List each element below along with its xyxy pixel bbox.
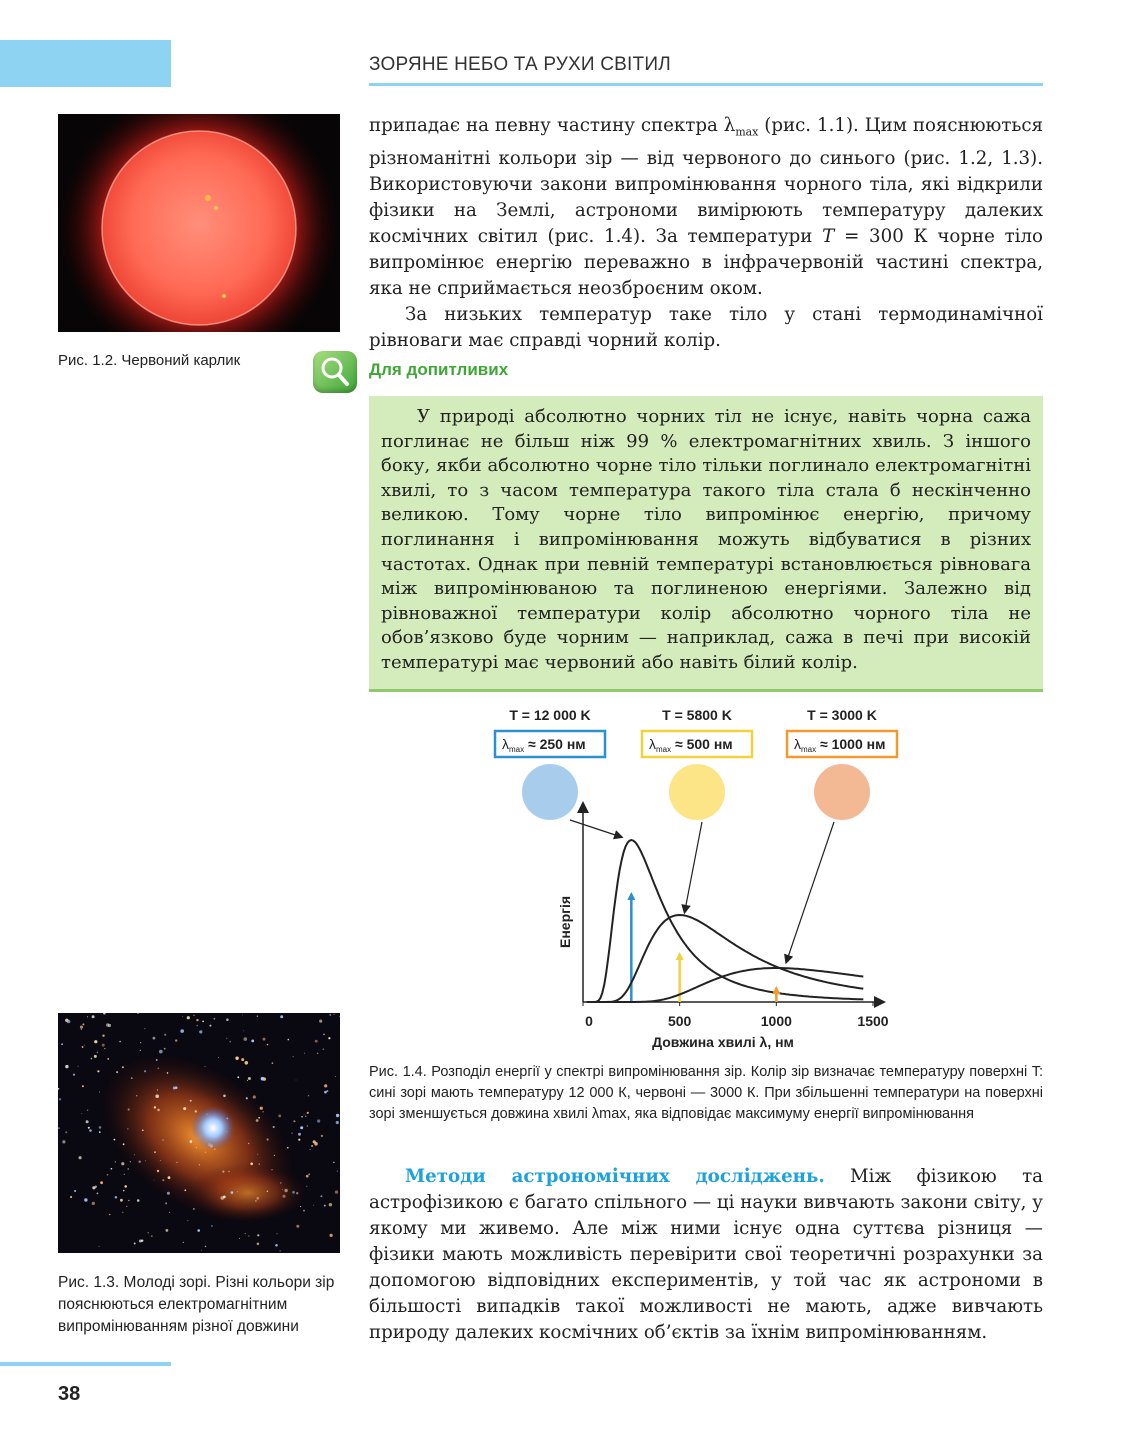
star-dot xyxy=(108,1024,111,1027)
header-color-block xyxy=(0,40,171,87)
star-dot xyxy=(259,1163,260,1164)
planck-curve xyxy=(587,915,863,1002)
peak-marker-head xyxy=(627,892,635,900)
star-dot xyxy=(300,1126,303,1129)
footer-rule xyxy=(0,1362,171,1366)
star-dot xyxy=(80,1026,83,1029)
star-dot xyxy=(151,1235,153,1237)
star-dot xyxy=(139,1161,141,1163)
star-dot xyxy=(230,1041,232,1043)
star-dot xyxy=(74,1190,76,1192)
star-dot xyxy=(140,1050,141,1051)
star-dot xyxy=(247,1080,248,1081)
star-dot xyxy=(167,1072,169,1074)
star-dot xyxy=(307,1125,308,1126)
pointer-arrow xyxy=(570,820,621,837)
star-dot xyxy=(324,1205,326,1207)
star-dot xyxy=(123,1143,125,1145)
star-dot xyxy=(288,1039,290,1041)
star-dot xyxy=(156,1059,158,1061)
star-dot xyxy=(183,1242,184,1243)
star-dot xyxy=(97,1070,99,1072)
star-dot xyxy=(199,1030,202,1033)
star-dot xyxy=(109,1214,111,1216)
blackbody-chart xyxy=(480,700,910,1060)
star-dot xyxy=(293,1056,294,1057)
star-dot xyxy=(169,1212,170,1213)
lambda-max-label: $\lambda_{max} \approx 1000$ нм xyxy=(794,736,886,754)
star-dot xyxy=(298,1139,300,1141)
star-dot xyxy=(162,1179,164,1181)
star-dot xyxy=(148,1232,149,1233)
x-tick-label: 0 xyxy=(585,1013,593,1029)
star-dot xyxy=(205,1246,207,1248)
star-dot xyxy=(235,1057,238,1060)
star-dot xyxy=(92,1015,95,1018)
star-dot xyxy=(267,1044,269,1046)
star-dot xyxy=(65,1065,68,1068)
star-dot xyxy=(323,1048,325,1050)
star-dot xyxy=(157,1170,159,1172)
star-dot xyxy=(218,1057,219,1058)
magnifier-icon xyxy=(313,351,357,393)
star-dot xyxy=(175,1039,177,1041)
star-dot xyxy=(336,1121,339,1124)
star-dot xyxy=(256,1197,259,1200)
star-dot xyxy=(122,1212,123,1213)
star-dot xyxy=(58,1088,59,1090)
star-dot xyxy=(136,1095,137,1096)
star-dot xyxy=(226,1038,227,1039)
planck-curve xyxy=(587,840,863,1002)
methods-paragraph: Методи астрономічних досліджень. Між фізикою та астрофізикою є багато спільного — ці науки вивчають закони світу, у якому ми живемо. Але між ними існує одна суттєва різниця — фізики мають можливість перевірити свої теоретичні розрахунки за допомогою відповідних експериментів, у той час як астрономи в більшості випадків такої можливості не мають, адже вивчають природу далеких космічних об’єктів за їхнім випромінюванням. xyxy=(369,1166,1043,1343)
star-dot xyxy=(274,1155,275,1156)
star-dot xyxy=(137,1199,140,1202)
star-dot xyxy=(256,1119,259,1122)
curious-text: У природі абсолютно чорних тіл не існує, навіть чорна сажа поглинає не більш ніж 99 % електромагнітних хвиль. З іншого боку, якби абсолютно чорне тіло тільки поглинало електромагнітні хвилі, то з часом температура такого тіла стала б нескінченно великою. Тому чорне тіло випромінює енергію, причому поглинання і випромінювання можуть відбуватися в різних частотах. Однак при певній температурі встановлюється рівновага між випромінюваною та поглиненою енергіями. Залежно від рівноважної температури колір абсолютно чорного тіла не обов’язково буде чорним — наприклад, сажа в печі при високій температурі має червоний або навіть білий колір. xyxy=(381,406,1031,673)
star-dot xyxy=(296,1225,299,1228)
star-dot xyxy=(144,1070,146,1072)
star-dot xyxy=(292,1191,295,1194)
star-dot xyxy=(248,1235,249,1236)
pointer-arrow xyxy=(685,822,702,912)
star-dot xyxy=(263,1038,266,1041)
star-dot xyxy=(257,1234,259,1236)
star-dot xyxy=(193,1015,194,1016)
star-dot xyxy=(257,1016,258,1017)
star-dot xyxy=(308,1173,310,1175)
star-dot xyxy=(134,1243,136,1245)
star-dot xyxy=(228,1171,229,1172)
star-dot xyxy=(197,1025,199,1027)
star-dot xyxy=(301,1116,303,1118)
header-title: ЗОРЯНЕ НЕБО ТА РУХИ СВІТИЛ xyxy=(369,54,671,75)
star-dot xyxy=(127,1128,128,1129)
star-dot xyxy=(292,1133,293,1134)
star-dot xyxy=(222,1171,224,1173)
star-dot xyxy=(245,1061,249,1065)
star-dot xyxy=(97,1193,99,1195)
star-dot xyxy=(336,1114,339,1117)
star-dot xyxy=(209,1025,211,1027)
star-dot xyxy=(137,1013,139,1014)
star-dot xyxy=(267,1191,268,1192)
y-axis-label: Енергія xyxy=(557,895,573,949)
star-dot xyxy=(176,1162,178,1164)
star-dot xyxy=(278,1115,281,1118)
temp-label: T = 5800 K xyxy=(662,707,732,723)
star-dot xyxy=(275,1244,278,1247)
star-dot xyxy=(280,1182,282,1184)
star-dot xyxy=(201,1250,202,1251)
pointer-arrow xyxy=(786,822,834,962)
star-dot xyxy=(241,1058,244,1061)
page-number: 38 xyxy=(58,1383,81,1405)
star-dot xyxy=(92,1202,95,1205)
star-dot xyxy=(102,1035,104,1037)
star-dot xyxy=(246,1097,248,1099)
star-dot xyxy=(339,1016,340,1017)
star-dot xyxy=(190,1140,193,1143)
star-dot xyxy=(167,1192,170,1195)
star-dot xyxy=(119,1041,121,1043)
star-dot xyxy=(126,1206,127,1207)
star-dot xyxy=(139,1240,142,1243)
lambda-max-label: $\lambda_{max} \approx 250$ нм xyxy=(502,736,586,754)
star-dot xyxy=(329,1014,331,1016)
star-dot xyxy=(115,1196,118,1199)
x-tick-label: 500 xyxy=(667,1013,692,1029)
star-dot xyxy=(184,1189,186,1191)
star-dot xyxy=(128,1108,130,1110)
star-dot xyxy=(323,1034,325,1036)
star-dot xyxy=(162,1139,164,1141)
star-dot xyxy=(107,1174,109,1176)
star-dot xyxy=(84,1045,85,1046)
star-dot xyxy=(335,1190,338,1193)
figure-1-4-caption: Рис. 1.4. Розподіл енергії у спектрі випромінювання зір. Колір зір визначає температуру поверхні T: сині зорі мають температуру 12 000 К, червоні — 3000 К. При збільшенні температури на поверхні зорі зменшується довжина хвилі λmax, яка відповідає максимуму енергії випромінювання xyxy=(369,1064,1043,1122)
star-dot xyxy=(261,1077,265,1081)
star-dot xyxy=(257,1243,260,1246)
star-dot xyxy=(223,1196,226,1199)
star-dot xyxy=(187,1220,188,1221)
star-dot xyxy=(243,1031,244,1032)
star-dot xyxy=(284,1189,287,1192)
star-dot xyxy=(154,1180,155,1181)
star-dot xyxy=(99,1091,100,1092)
star-dot xyxy=(333,1162,334,1163)
star-dot xyxy=(165,1203,167,1205)
star-dot xyxy=(199,1164,200,1165)
star-dot xyxy=(121,1162,124,1165)
star-dot xyxy=(272,1062,274,1064)
star-dot xyxy=(166,1229,169,1232)
star-dot xyxy=(195,1110,197,1112)
star-dot xyxy=(267,1138,269,1140)
star-dot xyxy=(242,1015,243,1016)
header-rule xyxy=(369,83,1043,86)
star-dot xyxy=(99,1246,100,1247)
star-dot xyxy=(153,1037,156,1040)
x-axis-label: Довжина хвилі λ, нм xyxy=(652,1034,794,1050)
star-dot xyxy=(330,1234,333,1237)
star-dot xyxy=(306,1186,307,1187)
star-dot xyxy=(287,1147,289,1149)
star-dot xyxy=(205,1066,206,1067)
star-dot xyxy=(91,1058,93,1060)
star-dot xyxy=(277,1233,278,1234)
star-dot xyxy=(193,1208,194,1209)
star-dot xyxy=(196,1147,197,1148)
lambda-max-label: $\lambda_{max} \approx 500$ нм xyxy=(649,736,733,754)
star-dot xyxy=(159,1050,163,1054)
star-dot xyxy=(335,1076,336,1077)
star-dot xyxy=(313,1205,314,1206)
star-dot xyxy=(251,1040,254,1043)
star-dot xyxy=(140,1042,141,1043)
star-dot xyxy=(250,1163,253,1166)
star-dot xyxy=(124,1185,127,1188)
paragraph-1: припадає на певну частину спектра $\lambda_{max}$ (рис. 1.1). Цим пояснюються різноманітні кольори зір — від червоного до синього (рис. 1.2, 1.3). Використовуючи закони випромінювання чорного тіла, які відкрили фізики на Землі, астрономи вимірюють температуру далеких космічних світил (рис. 1.4). За температури T = 300 К чорне тіло випромінює енергію переважно в інфрачервоній частині спектра, яка не сприймається неозброєним оком. xyxy=(369,115,1044,299)
star-dot xyxy=(311,1145,313,1147)
star-dot xyxy=(293,1120,295,1122)
star-dot xyxy=(324,1091,327,1094)
star-dot xyxy=(73,1074,75,1076)
x-tick-label: 1500 xyxy=(857,1013,889,1029)
star-dot xyxy=(182,1016,183,1017)
star-dot xyxy=(84,1198,87,1201)
paragraph-2: За низьких температур таке тіло у стані термодинамічної рівноваги має справді чорний колір. xyxy=(369,303,1043,351)
star-dot xyxy=(123,1190,125,1192)
star-dot xyxy=(103,1013,106,1015)
young-stars-image xyxy=(58,1013,340,1253)
star-color-disc xyxy=(669,764,725,820)
star-dot xyxy=(245,1233,246,1234)
star-dot xyxy=(257,1154,258,1155)
star-dot xyxy=(300,1206,301,1207)
star-dot xyxy=(180,1029,184,1033)
star-dot xyxy=(107,1058,109,1060)
curious-section-title: Для допитливих xyxy=(369,360,509,379)
star-dot xyxy=(168,1176,171,1179)
star-dot xyxy=(62,1140,65,1143)
star-dot xyxy=(214,1018,216,1020)
star-dot xyxy=(164,1048,166,1050)
star-dot xyxy=(89,1129,92,1132)
star-dot xyxy=(102,1044,105,1047)
star-dot xyxy=(82,1046,84,1048)
star-dot xyxy=(70,1196,72,1198)
star-dot xyxy=(154,1151,156,1153)
star-dot xyxy=(100,1181,103,1184)
star-dot xyxy=(190,1100,192,1102)
star-dot xyxy=(116,1071,118,1073)
star-dot xyxy=(187,1016,190,1019)
star-dot xyxy=(79,1156,82,1159)
figure-1-2-caption: Рис. 1.2. Червоний карлик xyxy=(58,352,241,369)
star-dot xyxy=(296,1080,297,1081)
star-dot xyxy=(273,1126,275,1128)
star-dot xyxy=(260,1107,263,1110)
peak-marker-head xyxy=(676,952,684,960)
star-dot xyxy=(97,1052,98,1053)
star-dot xyxy=(128,1168,129,1169)
star-dot xyxy=(329,1203,332,1206)
star-dot xyxy=(94,1040,97,1043)
star-dot xyxy=(78,1066,79,1067)
star-dot xyxy=(255,1200,256,1201)
star-dot xyxy=(99,1131,101,1133)
star-dot xyxy=(237,1076,239,1078)
red-dwarf-illustration xyxy=(58,114,340,332)
star-dot xyxy=(86,1120,89,1123)
star-dot xyxy=(82,1085,84,1087)
temp-label: T = 12 000 K xyxy=(509,707,591,723)
star-dot xyxy=(94,1055,97,1058)
star-dot xyxy=(271,1169,272,1170)
star-dot xyxy=(88,1127,90,1129)
star-dot xyxy=(124,1174,125,1175)
star-dot xyxy=(87,1110,88,1111)
figure-1-3-caption: Рис. 1.3. Молоді зорі. Різні кольори зір пояснюються електромагнітним випромінюванням різної довжини xyxy=(58,1274,335,1335)
star-dot xyxy=(58,1127,60,1129)
star-dot xyxy=(319,1020,322,1023)
star-dot xyxy=(120,1199,123,1202)
star-dot xyxy=(258,1117,260,1119)
star-dot xyxy=(65,1131,67,1133)
star-dot xyxy=(87,1016,88,1017)
star-dot xyxy=(111,1168,113,1170)
star-dot xyxy=(196,1019,198,1021)
star-dot xyxy=(81,1029,82,1030)
peak-marker-head xyxy=(772,986,780,994)
star-dot xyxy=(99,1126,102,1129)
star-dot xyxy=(308,1095,309,1096)
star-dot xyxy=(175,1086,178,1089)
star-dot xyxy=(334,1014,335,1015)
star-dot xyxy=(248,1077,251,1080)
star-dot xyxy=(306,1175,309,1178)
star-dot xyxy=(122,1066,124,1068)
star-dot xyxy=(231,1191,234,1194)
star-dot xyxy=(320,1195,322,1197)
star-dot xyxy=(298,1133,301,1136)
star-dot xyxy=(223,1095,226,1098)
star-dot xyxy=(307,1112,309,1114)
star-dot xyxy=(157,1109,160,1112)
star-dot xyxy=(81,1113,82,1114)
star-dot xyxy=(95,1186,97,1188)
red-dwarf-image xyxy=(58,114,340,332)
star-dot xyxy=(104,1048,105,1049)
star-dot xyxy=(321,1135,323,1137)
star-dot xyxy=(128,1200,130,1202)
star-dot xyxy=(296,1192,298,1194)
blackbody-chart-svg xyxy=(480,700,910,1060)
star-dot xyxy=(283,1195,286,1198)
star-dot xyxy=(226,1018,229,1021)
body-text-top xyxy=(369,113,1043,354)
star-dot xyxy=(155,1094,159,1098)
star-dot xyxy=(157,1089,158,1090)
star-dot xyxy=(59,1098,61,1100)
star-dot xyxy=(211,1225,212,1226)
star-dot xyxy=(202,1021,204,1023)
star-dot xyxy=(313,1140,316,1143)
star-dot xyxy=(142,1130,144,1132)
x-tick-label: 1000 xyxy=(760,1013,792,1029)
star-dot xyxy=(239,1238,240,1239)
star-dot xyxy=(328,1037,330,1039)
star-dot xyxy=(183,1107,186,1110)
star-dot xyxy=(197,1229,200,1232)
star-dot xyxy=(130,1161,131,1162)
star-dot xyxy=(115,1161,116,1162)
star-dot xyxy=(244,1037,248,1041)
star-dot xyxy=(280,1015,283,1018)
star-dot xyxy=(282,1189,283,1190)
star-dot xyxy=(134,1154,135,1155)
star-dot xyxy=(304,1115,305,1116)
star-dot xyxy=(304,1053,305,1054)
young-stars-illustration xyxy=(58,1013,340,1253)
star-dot xyxy=(305,1116,306,1117)
star-dot xyxy=(303,1210,305,1212)
star-dot xyxy=(131,1077,133,1079)
star-dot xyxy=(205,1152,206,1153)
star-color-disc xyxy=(814,764,870,820)
star-dot xyxy=(317,1119,320,1122)
star-color-disc xyxy=(522,764,578,820)
star-dot xyxy=(237,1191,238,1192)
star-dot xyxy=(154,1106,156,1108)
star-dot xyxy=(315,1040,318,1043)
star-dot xyxy=(262,1111,263,1112)
star-dot xyxy=(248,1143,249,1144)
star-dot xyxy=(158,1068,160,1070)
star-dot xyxy=(67,1020,71,1024)
star-dot xyxy=(82,1023,84,1025)
star-dot xyxy=(164,1034,166,1036)
temp-label: T = 3000 K xyxy=(807,707,877,723)
star-dot xyxy=(61,1043,63,1045)
star-dot xyxy=(114,1139,116,1141)
star-dot xyxy=(253,1095,256,1098)
star-dot xyxy=(317,1053,318,1054)
star-dot xyxy=(310,1149,311,1150)
star-dot xyxy=(144,1028,145,1029)
star-dot xyxy=(337,1171,338,1172)
methods-title: Методи астрономічних досліджень. xyxy=(405,1166,825,1187)
star-dot xyxy=(145,1160,146,1161)
star-dot xyxy=(280,1250,281,1251)
star-dot xyxy=(160,1160,161,1161)
star-dot xyxy=(324,1084,327,1087)
